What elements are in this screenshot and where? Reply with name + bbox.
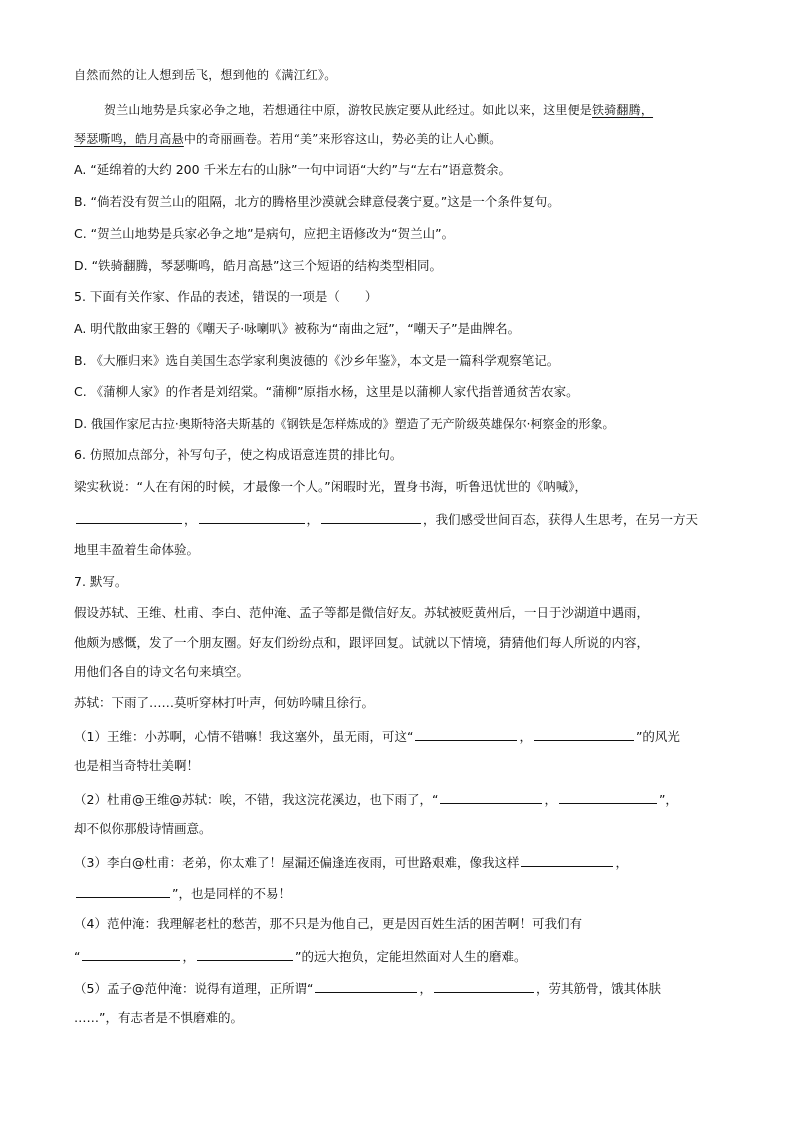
- answer-blank[interactable]: [440, 789, 542, 804]
- context-text: 假设苏轼、王维、杜甫、李白、范仲淹、孟子等都是微信好友。苏轼被贬黄州后，一日于沙湖道中遇雨，: [74, 605, 650, 620]
- q7-item-1-cont: [74, 757, 199, 775]
- q7-item-3: [74, 852, 628, 872]
- answer-blank[interactable]: [76, 883, 170, 898]
- prompt-text: ，我们感受世间百态，获得人生思考，在另一方天: [423, 512, 699, 527]
- option-text: C. 《蒲柳人家》的作者是刘绍棠。“蒲柳”原指水杨，这里是以蒲柳人家代指普通贫苦农家。: [74, 384, 579, 399]
- answer-blank[interactable]: [76, 509, 182, 524]
- punctuation: ，: [184, 512, 197, 527]
- underlined-phrase: 皓月高悬: [135, 132, 184, 146]
- context-text: 苏轼：下雨了……莫听穿林打叶声，何妨吟啸且徐行。: [74, 695, 375, 710]
- q7-item-4-cont: [74, 946, 526, 966]
- answer-blank[interactable]: [534, 726, 634, 741]
- punctuation: ，: [419, 981, 432, 996]
- passage-text: 贺兰山地势是兵家必争之地，若想通往中原，游牧民族定要从此经过。如此以来，这里便是: [104, 103, 593, 117]
- prompt-text: 梁实秋说：“人在有闲的时候，才最像一个人。”闲暇时光，置身书海，听鲁迅忧世的《呐喊》，: [74, 479, 587, 494]
- item-text: （5）孟子@范仲淹：说得有道理，正所谓“: [74, 981, 314, 996]
- passage-line-1: [74, 66, 336, 84]
- passage-text: 自然而然的让人想到岳飞，想到他的《满江红》。: [74, 68, 337, 82]
- answer-blank[interactable]: [321, 509, 421, 524]
- punctuation: ，: [182, 949, 195, 964]
- answer-blank[interactable]: [199, 509, 305, 524]
- item-text: （3）李白@杜甫：老弟，你太难了！屋漏还偏逢连夜雨，可世路艰难，像我这样: [74, 855, 520, 870]
- item-text: 却不似你那般诗情画意。: [74, 821, 212, 836]
- option-a: [74, 161, 511, 179]
- q7-item-2: [74, 789, 678, 809]
- passage-text: 中的奇丽画卷。若用“美”来形容这山，势必美的让人心颤。: [183, 132, 502, 146]
- item-text: ，劳其筋骨，饿其体肤: [535, 981, 661, 996]
- q7-item-4: [74, 915, 582, 933]
- question-text: 6. 仿照加点部分，补写句子，使之构成语意连贯的排比句。: [74, 447, 403, 462]
- q5-option-d: [74, 415, 615, 433]
- q7-context-1: [74, 604, 649, 622]
- q6-blanks-line: [74, 509, 698, 529]
- q6-prompt: [74, 478, 587, 496]
- option-d: [74, 257, 442, 275]
- item-text: （2）杜甫@王维@苏轼：唉，不错，我这浣花溪边，也下雨了，“: [74, 792, 439, 807]
- answer-blank[interactable]: [434, 978, 534, 993]
- passage-line-3: [74, 130, 502, 148]
- question-text: 5. 下面有关作家、作品的表述，错误的一项是（ ）: [74, 289, 378, 304]
- underlined-phrase: 琴瑟嘶鸣，: [74, 132, 136, 146]
- punctuation: ，: [615, 855, 628, 870]
- q7-context-3: [74, 663, 249, 681]
- question-5: [74, 288, 377, 306]
- question-7: [74, 573, 127, 591]
- option-b: [74, 193, 560, 211]
- item-text: ”，也是同样的不易！: [172, 886, 291, 901]
- answer-blank[interactable]: [521, 852, 613, 867]
- option-text: A. “延绵着的大约 200 千米左右的山脉”一句中词语“大约”与“左右”语意赘余。: [74, 162, 511, 177]
- q7-context-2: [74, 634, 649, 652]
- option-text: A. 明代散曲家王磐的《嘲天子·咏喇叭》被称为“南曲之冠”，“嘲天子”是曲牌名。: [74, 321, 521, 336]
- item-text: ”的风光: [635, 729, 680, 744]
- answer-blank[interactable]: [82, 946, 180, 961]
- punctuation: ，: [544, 792, 557, 807]
- punctuation: ，: [519, 729, 532, 744]
- q5-option-b: [74, 352, 559, 370]
- question-6: [74, 446, 402, 464]
- answer-blank[interactable]: [415, 726, 517, 741]
- q6-prompt-end: [74, 541, 199, 559]
- item-text: 也是相当奇特壮美啊！: [74, 758, 200, 773]
- answer-blank[interactable]: [197, 946, 293, 961]
- underlined-phrase: 铁骑翻腾，: [592, 103, 654, 117]
- punctuation: “: [74, 949, 81, 964]
- question-text: 7. 默写。: [74, 574, 128, 589]
- option-text: B. “倘若没有贺兰山的阻隔，北方的腾格里沙漠就会肆意侵袭宁夏。”这是一个条件复句。: [74, 194, 560, 209]
- q5-option-c: [74, 383, 579, 401]
- context-text: 他颇为感慨，发了一个朋友圈。好友们纷纷点和，跟评回复。试就以下情境，猜猜他们每人所说的内容，: [74, 635, 650, 650]
- option-c: [74, 225, 454, 243]
- item-text: ”，: [658, 792, 678, 807]
- answer-blank[interactable]: [559, 789, 657, 804]
- passage-line-2: [104, 101, 653, 119]
- answer-blank[interactable]: [315, 978, 417, 993]
- punctuation: ，: [306, 512, 320, 527]
- q7-item-2-cont: [74, 820, 212, 838]
- option-text: D. “铁骑翻腾，琴瑟嘶鸣，皓月高悬”这三个短语的结构类型相同。: [74, 258, 443, 273]
- option-text: B. 《大雁归来》选自美国生态学家利奥波德的《沙乡年鉴》，本文是一篇科学观察笔记。: [74, 353, 560, 368]
- option-text: C. “贺兰山地势是兵家必争之地”是病句，应把主语修改为“贺兰山”。: [74, 226, 455, 241]
- item-text: ”的远大抱负，定能坦然面对人生的磨难。: [295, 949, 527, 964]
- option-text: D. 俄国作家尼古拉·奥斯特洛夫斯基的《钢铁是怎样炼成的》塑造了无产阶级英雄保尔·柯察金的形象。: [74, 417, 615, 431]
- item-text: （4）范仲淹：我理解老杜的愁苦，那不只是为他自己，更是因百姓生活的困苦啊！可我们有: [74, 916, 582, 931]
- item-text: （1）王维：小苏啊，心情不错嘛！我这塞外，虽无雨，可这“: [74, 729, 414, 744]
- q7-item-5: [74, 978, 661, 998]
- q7-item-3-cont: [74, 883, 291, 903]
- q5-option-a: [74, 320, 520, 338]
- item-text: ……”，有志者是不惧磨难的。: [74, 1010, 243, 1025]
- q7-item-5-cont: [74, 1009, 243, 1027]
- q7-item-1: [74, 726, 680, 746]
- prompt-text: 地里丰盈着生命体验。: [74, 542, 200, 557]
- q7-sushi: [74, 694, 374, 712]
- context-text: 用他们各自的诗文名句来填空。: [74, 664, 250, 679]
